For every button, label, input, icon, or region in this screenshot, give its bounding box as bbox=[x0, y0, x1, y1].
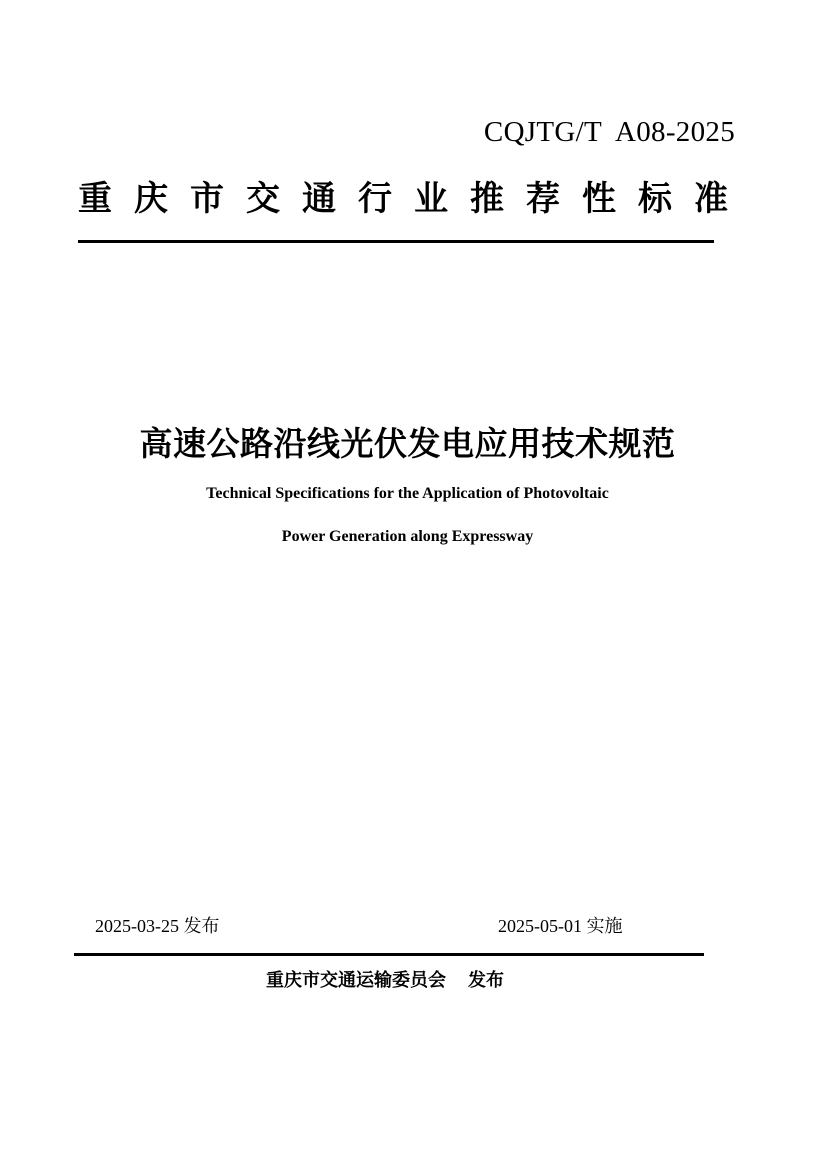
standard-type-char: 市 bbox=[190, 179, 224, 219]
standard-type-char: 推 bbox=[470, 179, 504, 219]
standard-type-char: 重 bbox=[78, 179, 112, 219]
standard-type-char: 荐 bbox=[526, 179, 560, 219]
standard-type-heading bbox=[78, 176, 728, 222]
publisher-name: 重庆市交通运输委员会 bbox=[266, 970, 446, 991]
standard-type-char: 性 bbox=[582, 179, 616, 219]
implementation-date: 2025-05-01 实施 bbox=[498, 916, 623, 936]
standard-type-char: 通 bbox=[302, 179, 336, 219]
standard-type-char: 标 bbox=[638, 179, 672, 219]
standard-type-char: 行 bbox=[358, 179, 392, 219]
publisher-action: 发布 bbox=[468, 970, 504, 991]
bottom-divider bbox=[74, 953, 704, 956]
standard-code: CQJTG/T A08-2025 bbox=[483, 116, 735, 148]
publisher-line bbox=[266, 966, 504, 992]
standard-type-char: 业 bbox=[414, 179, 448, 219]
document-title-english-line1: Technical Specifications for the Application of Photovoltaic bbox=[206, 485, 609, 502]
document-title-chinese: 高速公路沿线光伏发电应用技术规范 bbox=[139, 424, 676, 463]
standard-type-char: 庆 bbox=[134, 179, 168, 219]
issue-date: 2025-03-25 发布 bbox=[95, 916, 220, 936]
top-divider bbox=[78, 240, 714, 243]
standard-type-char: 准 bbox=[694, 179, 728, 219]
standard-type-char: 交 bbox=[246, 179, 280, 219]
document-title-english-line2: Power Generation along Expressway bbox=[281, 528, 534, 545]
